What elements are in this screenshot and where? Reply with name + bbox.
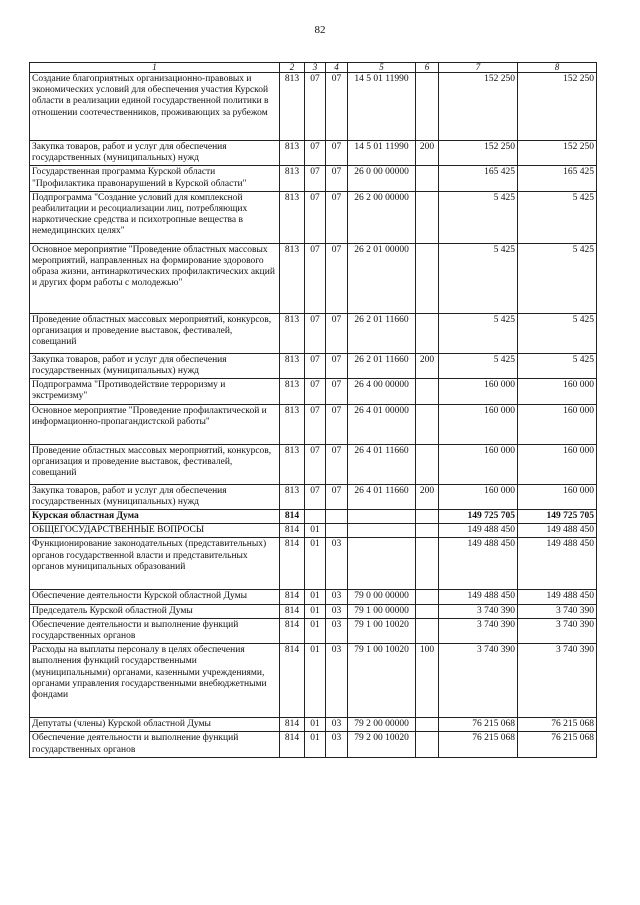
amount-col8: 3 740 390 (518, 618, 597, 643)
section-code: 01 (305, 644, 326, 718)
expense-type-code (416, 404, 439, 444)
item-name: Основное мероприятие "Проведение профилактической и информационно-пропагандистской работы" (30, 404, 280, 444)
amount-col8: 76 215 068 (518, 718, 597, 732)
target-article-code: 26 2 00 00000 (348, 191, 416, 243)
amount-col7: 76 215 068 (439, 732, 518, 757)
amount-col7: 149 488 450 (439, 524, 518, 538)
section-code: 07 (305, 313, 326, 353)
expense-type-code: 100 (416, 644, 439, 718)
section-code: 07 (305, 404, 326, 444)
ministry-code: 814 (280, 604, 305, 618)
expense-type-code (416, 604, 439, 618)
ministry-code: 813 (280, 484, 305, 509)
table-row (30, 604, 597, 618)
expense-type-code (416, 590, 439, 604)
amount-col7: 160 000 (439, 484, 518, 509)
amount-col7: 149 488 450 (439, 590, 518, 604)
item-name: Обеспечение деятельности Курской областной Думы (30, 590, 280, 604)
amount-col7: 160 000 (439, 379, 518, 404)
target-article-code: 26 0 00 00000 (348, 166, 416, 191)
item-name: Подпрограмма "Противодействие терроризму и экстремизму" (30, 379, 280, 404)
item-name: Депутаты (члены) Курской областной Думы (30, 718, 280, 732)
ministry-code: 813 (280, 353, 305, 378)
ministry-code: 814 (280, 618, 305, 643)
amount-col7: 160 000 (439, 404, 518, 444)
subsection-code: 07 (326, 484, 348, 509)
section-code: 01 (305, 718, 326, 732)
subsection-code: 07 (326, 73, 348, 141)
table-row (30, 618, 597, 643)
target-article-code: 79 0 00 00000 (348, 590, 416, 604)
amount-col8: 152 250 (518, 141, 597, 166)
section-code: 01 (305, 590, 326, 604)
ministry-code: 814 (280, 718, 305, 732)
amount-col8: 160 000 (518, 484, 597, 509)
subsection-code: 07 (326, 353, 348, 378)
column-number: 6 (416, 63, 439, 73)
subsection-code (326, 524, 348, 538)
section-code: 07 (305, 141, 326, 166)
section-code (305, 510, 326, 524)
expense-type-code (416, 510, 439, 524)
expense-type-code: 200 (416, 484, 439, 509)
column-number: 5 (348, 63, 416, 73)
subsection-code: 03 (326, 590, 348, 604)
expense-type-code (416, 732, 439, 757)
amount-col7: 149 488 450 (439, 538, 518, 590)
ministry-code: 813 (280, 379, 305, 404)
item-name: Подпрограмма "Создание условий для комплексной реабилитации и ресоциализации лиц, потребляющих наркотические средства и психотропные вещества в немедицинских целях" (30, 191, 280, 243)
table-row (30, 191, 597, 243)
item-name: Закупка товаров, работ и услуг для обеспечения государственных (муниципальных) нужд (30, 141, 280, 166)
section-code: 07 (305, 191, 326, 243)
item-name: ОБЩЕГОСУДАРСТВЕННЫЕ ВОПРОСЫ (30, 524, 280, 538)
ministry-code: 814 (280, 510, 305, 524)
target-article-code: 26 2 01 11660 (348, 353, 416, 378)
expense-type-code (416, 191, 439, 243)
section-code: 01 (305, 604, 326, 618)
section-code: 07 (305, 484, 326, 509)
amount-col8: 3 740 390 (518, 644, 597, 718)
target-article-code: 79 1 00 10020 (348, 644, 416, 718)
amount-col7: 76 215 068 (439, 718, 518, 732)
column-number: 2 (280, 63, 305, 73)
target-article-code: 26 4 01 00000 (348, 404, 416, 444)
expense-type-code (416, 313, 439, 353)
item-name: Курская областная Дума (30, 510, 280, 524)
column-number: 4 (326, 63, 348, 73)
amount-col8: 160 000 (518, 379, 597, 404)
subsection-code: 03 (326, 732, 348, 757)
budget-table (29, 62, 597, 758)
section-code: 01 (305, 538, 326, 590)
ministry-code: 814 (280, 644, 305, 718)
expense-type-code: 200 (416, 141, 439, 166)
ministry-code: 813 (280, 73, 305, 141)
table-row (30, 718, 597, 732)
amount-col7: 5 425 (439, 353, 518, 378)
table-row (30, 404, 597, 444)
section-code: 01 (305, 524, 326, 538)
amount-col8: 149 488 450 (518, 538, 597, 590)
amount-col7: 5 425 (439, 191, 518, 243)
section-code: 07 (305, 166, 326, 191)
subsection-code: 03 (326, 604, 348, 618)
subsection-code: 07 (326, 166, 348, 191)
item-name: Председатель Курской областной Думы (30, 604, 280, 618)
column-number: 1 (30, 63, 280, 73)
item-name: Расходы на выплаты персоналу в целях обеспечения выполнения функций государственными (муниципальными) органами, казенными учреждениями, органами управления государственными внебюджетными фондами (30, 644, 280, 718)
expense-type-code (416, 379, 439, 404)
item-name: Проведение областных массовых мероприятий, конкурсов, организация и проведение выставок, фестивалей, совещаний (30, 313, 280, 353)
amount-col7: 165 425 (439, 166, 518, 191)
amount-col8: 5 425 (518, 313, 597, 353)
amount-col8: 149 488 450 (518, 590, 597, 604)
table-row (30, 243, 597, 313)
ministry-code: 813 (280, 191, 305, 243)
ministry-code: 813 (280, 404, 305, 444)
target-article-code: 79 2 00 10020 (348, 732, 416, 757)
expense-type-code (416, 524, 439, 538)
expense-type-code (416, 73, 439, 141)
target-article-code: 79 1 00 10020 (348, 618, 416, 643)
amount-col8: 165 425 (518, 166, 597, 191)
expense-type-code (416, 538, 439, 590)
table-row (30, 141, 597, 166)
page-number: 82 (314, 24, 326, 36)
target-article-code: 26 4 00 00000 (348, 379, 416, 404)
subsection-code: 03 (326, 538, 348, 590)
expense-type-code (416, 618, 439, 643)
amount-col8: 5 425 (518, 191, 597, 243)
table-body (30, 73, 597, 758)
subsection-code: 03 (326, 718, 348, 732)
section-code: 01 (305, 732, 326, 757)
target-article-code: 26 4 01 11660 (348, 484, 416, 509)
ministry-code: 813 (280, 243, 305, 313)
subsection-code: 07 (326, 404, 348, 444)
section-code: 07 (305, 243, 326, 313)
amount-col7: 3 740 390 (439, 604, 518, 618)
item-name: Закупка товаров, работ и услуг для обеспечения государственных (муниципальных) нужд (30, 353, 280, 378)
amount-col8: 76 215 068 (518, 732, 597, 757)
amount-col7: 149 725 705 (439, 510, 518, 524)
column-number: 8 (518, 63, 597, 73)
table-row (30, 379, 597, 404)
subsection-code: 07 (326, 141, 348, 166)
table-row (30, 444, 597, 484)
section-code: 07 (305, 353, 326, 378)
table-row (30, 732, 597, 757)
amount-col8: 5 425 (518, 243, 597, 313)
table-row (30, 166, 597, 191)
ministry-code: 814 (280, 524, 305, 538)
amount-col8: 149 725 705 (518, 510, 597, 524)
ministry-code: 813 (280, 313, 305, 353)
table-row (30, 353, 597, 378)
column-number-row (30, 63, 597, 73)
target-article-code: 79 1 00 00000 (348, 604, 416, 618)
expense-type-code (416, 718, 439, 732)
table-row (30, 313, 597, 353)
amount-col7: 160 000 (439, 444, 518, 484)
amount-col7: 3 740 390 (439, 644, 518, 718)
ministry-code: 814 (280, 590, 305, 604)
table-row (30, 524, 597, 538)
table-row (30, 538, 597, 590)
subsection-code: 07 (326, 243, 348, 313)
amount-col8: 160 000 (518, 444, 597, 484)
amount-col8: 149 488 450 (518, 524, 597, 538)
target-article-code: 79 2 00 00000 (348, 718, 416, 732)
ministry-code: 814 (280, 538, 305, 590)
item-name: Закупка товаров, работ и услуг для обеспечения государственных (муниципальных) нужд (30, 484, 280, 509)
amount-col7: 5 425 (439, 243, 518, 313)
amount-col8: 5 425 (518, 353, 597, 378)
item-name: Функционирование законодательных (представительных) органов государственной власти и представительных органов муниципальных образований (30, 538, 280, 590)
column-number: 3 (305, 63, 326, 73)
table-row (30, 484, 597, 509)
amount-col7: 5 425 (439, 313, 518, 353)
target-article-code: 14 5 01 11990 (348, 141, 416, 166)
ministry-code: 813 (280, 141, 305, 166)
section-code: 07 (305, 444, 326, 484)
item-name: Проведение областных массовых мероприятий, конкурсов, организация и проведение выставок, фестивалей, совещаний (30, 444, 280, 484)
expense-type-code (416, 166, 439, 191)
amount-col8: 160 000 (518, 404, 597, 444)
amount-col7: 152 250 (439, 73, 518, 141)
expense-type-code: 200 (416, 353, 439, 378)
target-article-code: 26 4 01 11660 (348, 444, 416, 484)
subsection-code (326, 510, 348, 524)
subsection-code: 07 (326, 444, 348, 484)
item-name: Основное мероприятие "Проведение областных массовых мероприятий, направленных на формирование здорового образа жизни, антинаркотических профилактических акций и других форм работы с молодежью" (30, 243, 280, 313)
ministry-code: 814 (280, 732, 305, 757)
item-name: Государственная программа Курской области "Профилактика правонарушений в Курской области" (30, 166, 280, 191)
target-article-code: 14 5 01 11990 (348, 73, 416, 141)
column-number: 7 (439, 63, 518, 73)
target-article-code: 26 2 01 00000 (348, 243, 416, 313)
target-article-code (348, 524, 416, 538)
target-article-code (348, 538, 416, 590)
section-code: 01 (305, 618, 326, 643)
ministry-code: 813 (280, 444, 305, 484)
item-name: Обеспечение деятельности и выполнение функций государственных органов (30, 732, 280, 757)
ministry-code: 813 (280, 166, 305, 191)
table-row (30, 644, 597, 718)
item-name: Обеспечение деятельности и выполнение функций государственных органов (30, 618, 280, 643)
section-code: 07 (305, 73, 326, 141)
target-article-code (348, 510, 416, 524)
table-row (30, 590, 597, 604)
amount-col7: 3 740 390 (439, 618, 518, 643)
subsection-code: 03 (326, 644, 348, 718)
item-name: Создание благоприятных организационно-правовых и экономических условий для обеспечения участия Курской области в реализации единой государственной политики в отношении соотечественников, проживающих за рубежом (30, 73, 280, 141)
subsection-code: 03 (326, 618, 348, 643)
amount-col7: 152 250 (439, 141, 518, 166)
expense-type-code (416, 444, 439, 484)
subsection-code: 07 (326, 379, 348, 404)
expense-type-code (416, 243, 439, 313)
amount-col8: 3 740 390 (518, 604, 597, 618)
target-article-code: 26 2 01 11660 (348, 313, 416, 353)
table-row (30, 510, 597, 524)
amount-col8: 152 250 (518, 73, 597, 141)
subsection-code: 07 (326, 313, 348, 353)
table-row (30, 73, 597, 141)
subsection-code: 07 (326, 191, 348, 243)
section-code: 07 (305, 379, 326, 404)
